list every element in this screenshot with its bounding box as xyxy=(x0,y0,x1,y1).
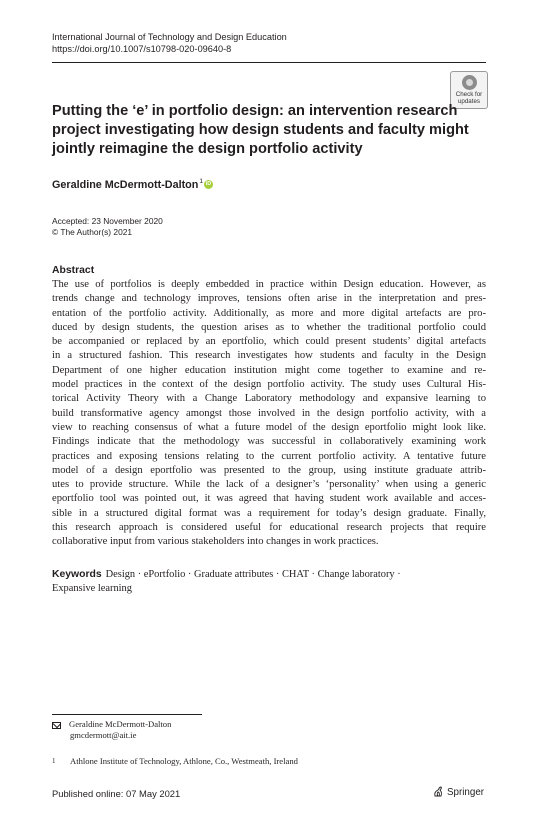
contact-email[interactable]: gmcdermott@ait.ie xyxy=(70,730,137,740)
copyright: © The Author(s) 2021 xyxy=(52,227,133,237)
abstract-line: trends change and technology improves, tensions often arise in the interpretation and pres- xyxy=(52,293,486,305)
author-line xyxy=(52,179,213,191)
abstract-line: model practices in the context of the design portfolio activity. The study uses Cultural His- xyxy=(52,379,486,391)
header-rule xyxy=(52,62,486,63)
article-title xyxy=(52,102,472,159)
journal-name: International Journal of Technology and Design Education xyxy=(52,32,287,42)
abstract-line: duced by design students, the question arises as to whether the traditional portfolio could xyxy=(52,321,486,333)
affiliation-text: Athlone Institute of Technology, Athlone, Co., Westmeath, Ireland xyxy=(70,756,298,766)
abstract-line: Findings indicate that the methodology was successful in collaboratively examining work xyxy=(52,436,486,448)
article-dates xyxy=(52,216,163,238)
abstract-line: eportfolio tool was pointed out, it was agreed that having student work available and acces- xyxy=(52,493,486,505)
keywords-list-cont: Expansive learning xyxy=(52,583,132,595)
keywords xyxy=(52,568,401,597)
title-line: Putting the ‘e’ in portfolio design: an intervention research xyxy=(52,103,458,119)
abstract-line: utes to provide structure. While the lack of a designer’s ‘personality’ when using a generic xyxy=(52,479,486,491)
envelope-icon xyxy=(52,722,61,729)
corresponding-author xyxy=(52,719,171,741)
check-updates-label-1: Check for xyxy=(455,91,483,98)
abstract-line: build transformative agency amongst those involved in the design portfolio activity, with a xyxy=(52,407,486,419)
abstract-line: model of a design eportfolio was presented to the group, using institute graduate attrib- xyxy=(52,464,486,476)
orcid-icon[interactable]: iD xyxy=(205,181,212,187)
author-name[interactable]: Geraldine McDermott-Dalton xyxy=(52,179,199,191)
keywords-list: Design · ePortfolio · Graduate attributes · CHAT · Change laboratory · xyxy=(105,569,401,580)
affiliation-number: 1 xyxy=(52,757,56,765)
abstract-line: collaborative input from various stakeholders into changes in work practices. xyxy=(52,536,379,548)
springer-horse-icon xyxy=(432,786,444,798)
footnote-rule xyxy=(52,714,202,715)
abstract-line: entation of the portfolio activity. Additionally, as more and more digital artefacts are pro- xyxy=(52,307,486,319)
published-date: Published online: 07 May 2021 xyxy=(52,788,181,799)
accepted-date: Accepted: 23 November 2020 xyxy=(52,216,163,226)
keywords-label: Keywords xyxy=(52,569,102,580)
abstract-line: in a structured fashion. This research investigates how students and faculty in the Design xyxy=(52,350,486,362)
abstract-body xyxy=(52,278,486,550)
abstract-line: this research approach is considered useful for educational research projects that require xyxy=(52,522,486,534)
abstract-line: be accompanied or replaced by an eportfolio, which could present students’ digital artefacts xyxy=(52,336,486,348)
author-affiliation-marker: 1 xyxy=(199,178,203,185)
publisher-name: Springer xyxy=(447,786,485,798)
abstract-line: practices and exposing tensions relating to the current portfolio activity. A tentative future xyxy=(52,450,486,462)
abstract-line: sible in a structured digital format was a requirement for today’s design graduate. Finally, xyxy=(52,507,486,519)
abstract-heading: Abstract xyxy=(52,265,95,276)
abstract-line: The use of portfolios is deeply embedded in practice within Design education. However, as xyxy=(52,279,486,290)
title-line: project investigating how design students and faculty might xyxy=(52,122,469,138)
title-line: jointly reimagine the design portfolio activity xyxy=(52,141,363,157)
journal-header xyxy=(52,31,287,55)
affiliation-footnote xyxy=(52,756,298,767)
abstract-line: view to reaching consensus of what a future model of the design eportfolio might look like. xyxy=(52,421,486,433)
check-updates-label-2: updates xyxy=(457,98,480,105)
doi-link[interactable]: https://doi.org/10.1007/s10798-020-09640-8 xyxy=(52,44,232,54)
check-updates-icon xyxy=(462,75,477,90)
abstract-line: Department of one higher education institution might come together to examine and re- xyxy=(52,364,486,376)
publisher-logo xyxy=(432,786,484,798)
abstract-line: torical Activity Theory with a Change Laboratory methodology and expansive learning to xyxy=(52,393,486,405)
contact-name: Geraldine McDermott-Dalton xyxy=(69,719,172,729)
